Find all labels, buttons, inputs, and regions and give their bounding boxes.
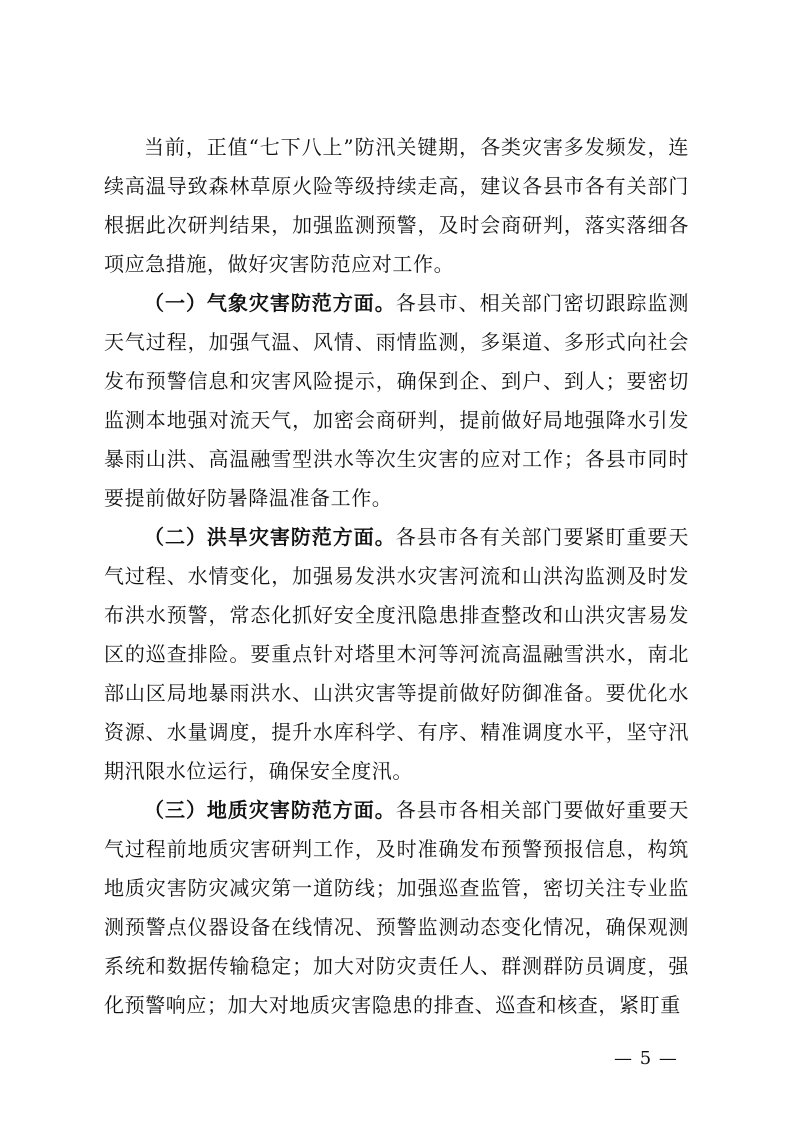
section-heading-geological: （三）地质灾害防范方面。 [144,798,396,822]
paragraph-geological [104,791,689,1025]
paragraph-meteorological [104,284,689,518]
paragraph-text: 各县市各有关部门要紧盯重要天气过程、水情变化，加强易发洪水灾害河流和山洪沟监测及时发布洪水预警，常态化抓好安全度汛隐患排查整改和山洪灾害易发区的巡查排险。要重点针对塔里木河等河流高温融雪洪水，南北部山区局地暴雨洪水、山洪灾害等提前做好防御准备。要优化水资源、水量调度，提升水库科学、有序、精准调度水平，坚守汛期汛限水位运行，确保安全度汛。 [104,525,690,783]
section-heading-flood-drought: （二）洪旱灾害防范方面。 [144,525,396,549]
paragraph-text: 各县市各相关部门要做好重要天气过程前地质灾害研判工作，及时准确发布预警预报信息，构筑地质灾害防灾减灾第一道防线；加强巡查监管，密切关注专业监测预警点仪器设备在线情况、预警监测动态变化情况，确保观测系统和数据传输稳定；加大对防灾责任人、群测群防员调度，强化预警响应；加大对地质灾害隐患的排查、巡查和核查，紧盯重 [104,798,690,1017]
paragraph-text: 当前，正值“七下八上”防汛关键期，各类灾害多发频发，连续高温导致森林草原火险等级持续走高，建议各县市各有关部门根据此次研判结果，加强监测预警，及时会商研判，落实落细各项应急措施，做好灾害防范应对工作。 [104,135,689,276]
document-body [104,128,689,1025]
paragraph-flood-drought [104,518,689,791]
paragraph-intro [104,128,689,284]
section-heading-meteorological: （一）气象灾害防范方面。 [144,291,396,315]
paragraph-text: 各县市、相关部门密切跟踪监测天气过程，加强气温、风情、雨情监测，多渠道、多形式向社会发布预警信息和灾害风险提示，确保到企、到户、到人；要密切监测本地强对流天气，加密会商研判，提前做好局地强降水引发暴雨山洪、高温融雪型洪水等次生灾害的应对工作；各县市同时要提前做好防暑降温准备工作。 [104,291,690,510]
page-number: — 5 — [614,1048,678,1069]
